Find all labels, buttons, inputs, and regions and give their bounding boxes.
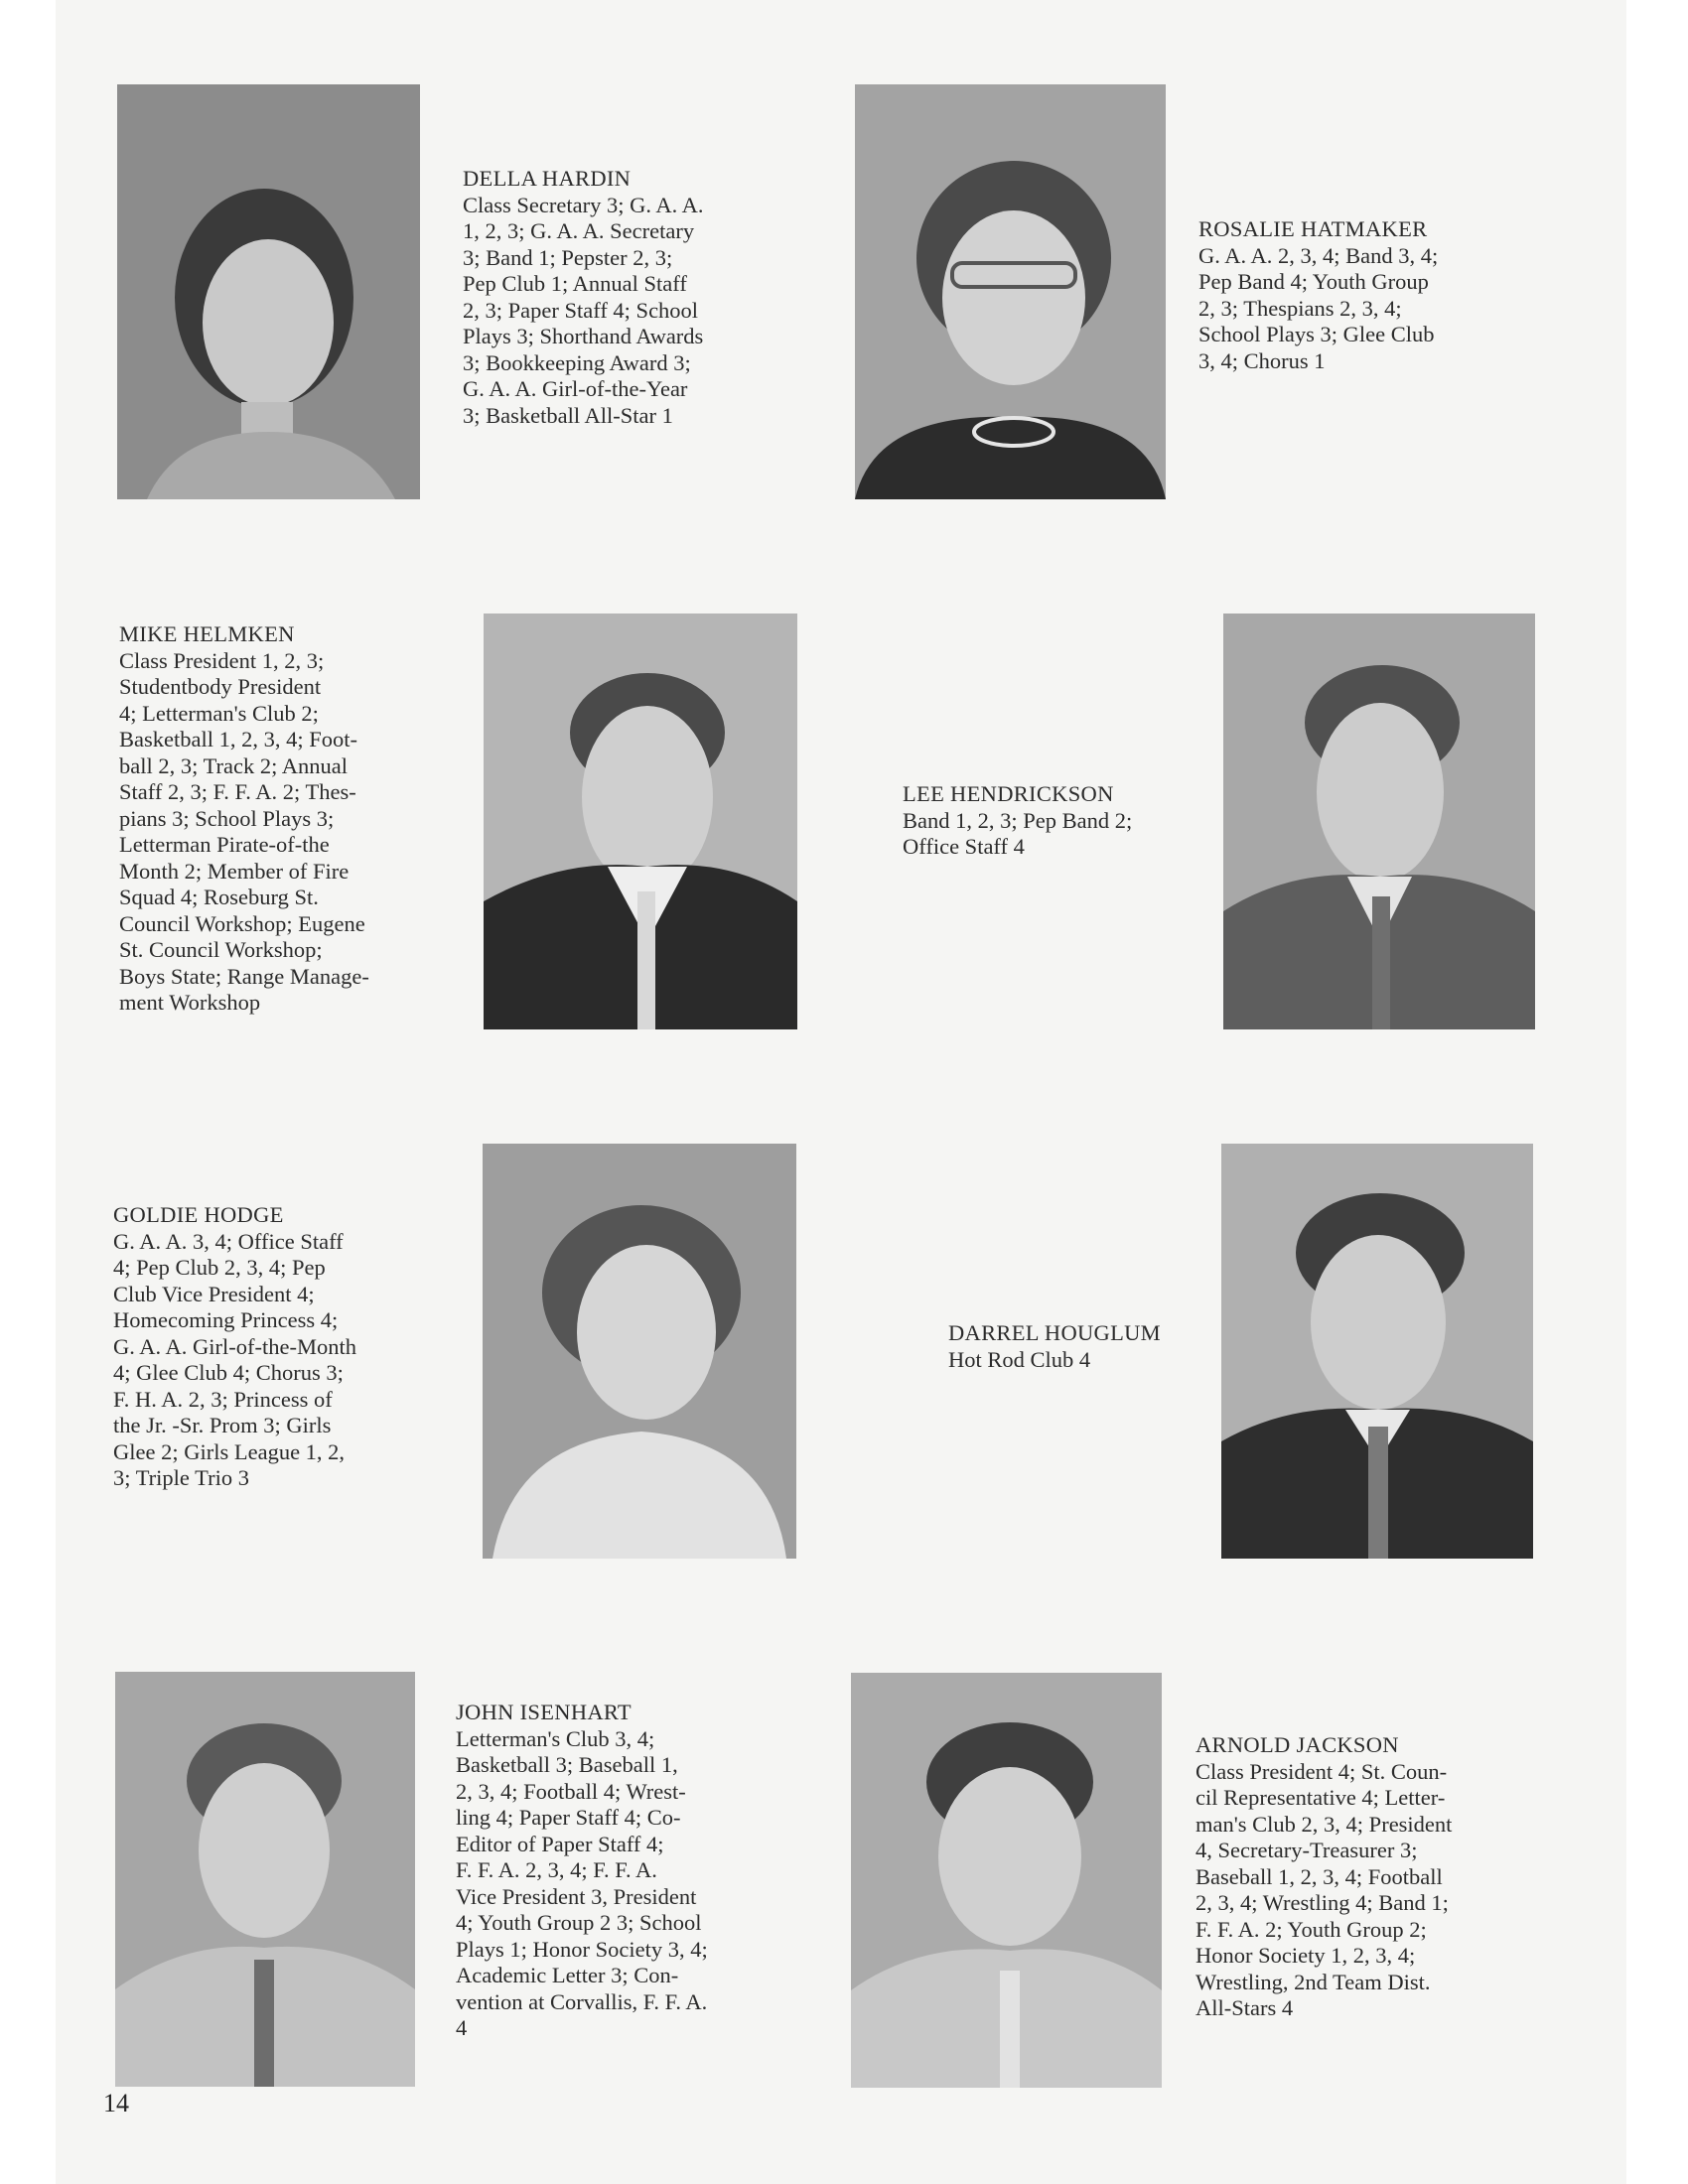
- student-name: GOLDIE HODGE: [113, 1202, 284, 1227]
- student-activities: Class President 4; St. Coun- cil Representative 4; Letter- man's Club 2, 3, 4; President 4, Secretary-Treasurer 3; Baseball 1, 2, 3, 4; Football 2, 3, 4; Wrestling 4; Band 1; F. F. A. 2; Youth Group 2; Honor Society 1, 2, 3, 4; Wrestling, 2nd Team Dist. All-Stars 4: [1196, 1758, 1453, 2020]
- student-name: ROSALIE HATMAKER: [1198, 216, 1428, 241]
- student-activities: Letterman's Club 3, 4; Basketball 3; Baseball 1, 2, 3, 4; Football 4; Wrest- ling 4; Paper Staff 4; Co- Editor of Paper Staff 4; F. F. A. 2, 3, 4; F. F. A. Vice President 3, President 4; Youth Group 2 3; School Plays 1; Honor Society 3, 4; Academic Letter 3; Con- vention at Corvallis, F. F. A. 4: [456, 1725, 708, 2040]
- portrait-john-isenhart: [115, 1672, 415, 2087]
- portrait-lee-hendrickson: [1223, 614, 1535, 1029]
- student-activities: Hot Rod Club 4: [948, 1346, 1091, 1372]
- student-name: ARNOLD JACKSON: [1196, 1732, 1399, 1757]
- student-name: JOHN ISENHART: [456, 1700, 632, 1724]
- student-name: LEE HENDRICKSON: [903, 781, 1114, 806]
- page-number: 14: [103, 2089, 129, 2117]
- student-name: DELLA HARDIN: [463, 166, 632, 191]
- student-activities: G. A. A. 3, 4; Office Staff 4; Pep Club 2, 3, 4; Pep Club Vice President 4; Homecoming Princess 4; G. A. A. Girl-of-the-Month 4; Glee Club 4; Chorus 3; F. H. A. 2, 3; Princess of the Jr. -Sr. Prom 3; Girls Glee 2; Girls League 1, 2, 3; Triple Trio 3: [113, 1228, 356, 1490]
- bio-rosalie-hatmaker: [1198, 216, 1438, 374]
- bio-arnold-jackson: [1196, 1732, 1452, 2022]
- portrait-goldie-hodge: [483, 1144, 796, 1559]
- bio-lee-hendrickson: [903, 781, 1132, 861]
- student-activities: Class President 1, 2, 3; Studentbody President 4; Letterman's Club 2; Basketball 1, 2, 3, 4; Foot- ball 2, 3; Track 2; Annual Staff 2, 3; F. F. A. 2; Thes- pians 3; School Plays 3; Letterman Pirate-of-the Month 2; Member of Fire Squad 4; Roseburg St. Council Workshop; Eugene St. Council Workshop; Boys State; Range Manage- ment Workshop: [119, 647, 369, 1015]
- student-activities: Class Secretary 3; G. A. A. 1, 2, 3; G. A. A. Secretary 3; Band 1; Pepster 2, 3; Pep Club 1; Annual Staff 2, 3; Paper Staff 4; School Plays 3; Shorthand Awards 3; Bookkeeping Award 3; G. A. A. Girl-of-the-Year 3; Basketball All-Star 1: [463, 192, 704, 428]
- student-activities: Band 1, 2, 3; Pep Band 2; Office Staff 4: [903, 807, 1133, 859]
- bio-darrel-houglum: [948, 1320, 1161, 1373]
- portrait-mike-helmken: [484, 614, 797, 1029]
- portrait-della-hardin: [117, 84, 420, 499]
- bio-mike-helmken: [119, 621, 369, 1017]
- portrait-arnold-jackson: [851, 1673, 1162, 2088]
- bio-john-isenhart: [456, 1700, 708, 2042]
- portrait-rosalie-hatmaker: [855, 84, 1166, 499]
- bio-goldie-hodge: [113, 1202, 356, 1492]
- student-name: MIKE HELMKEN: [119, 621, 295, 646]
- student-activities: G. A. A. 2, 3, 4; Band 3, 4; Pep Band 4; Youth Group 2, 3; Thespians 2, 3, 4; School Plays 3; Glee Club 3, 4; Chorus 1: [1198, 242, 1439, 373]
- student-name: DARREL HOUGLUM: [948, 1320, 1161, 1345]
- portrait-darrel-houglum: [1221, 1144, 1533, 1559]
- bio-della-hardin: [463, 166, 703, 429]
